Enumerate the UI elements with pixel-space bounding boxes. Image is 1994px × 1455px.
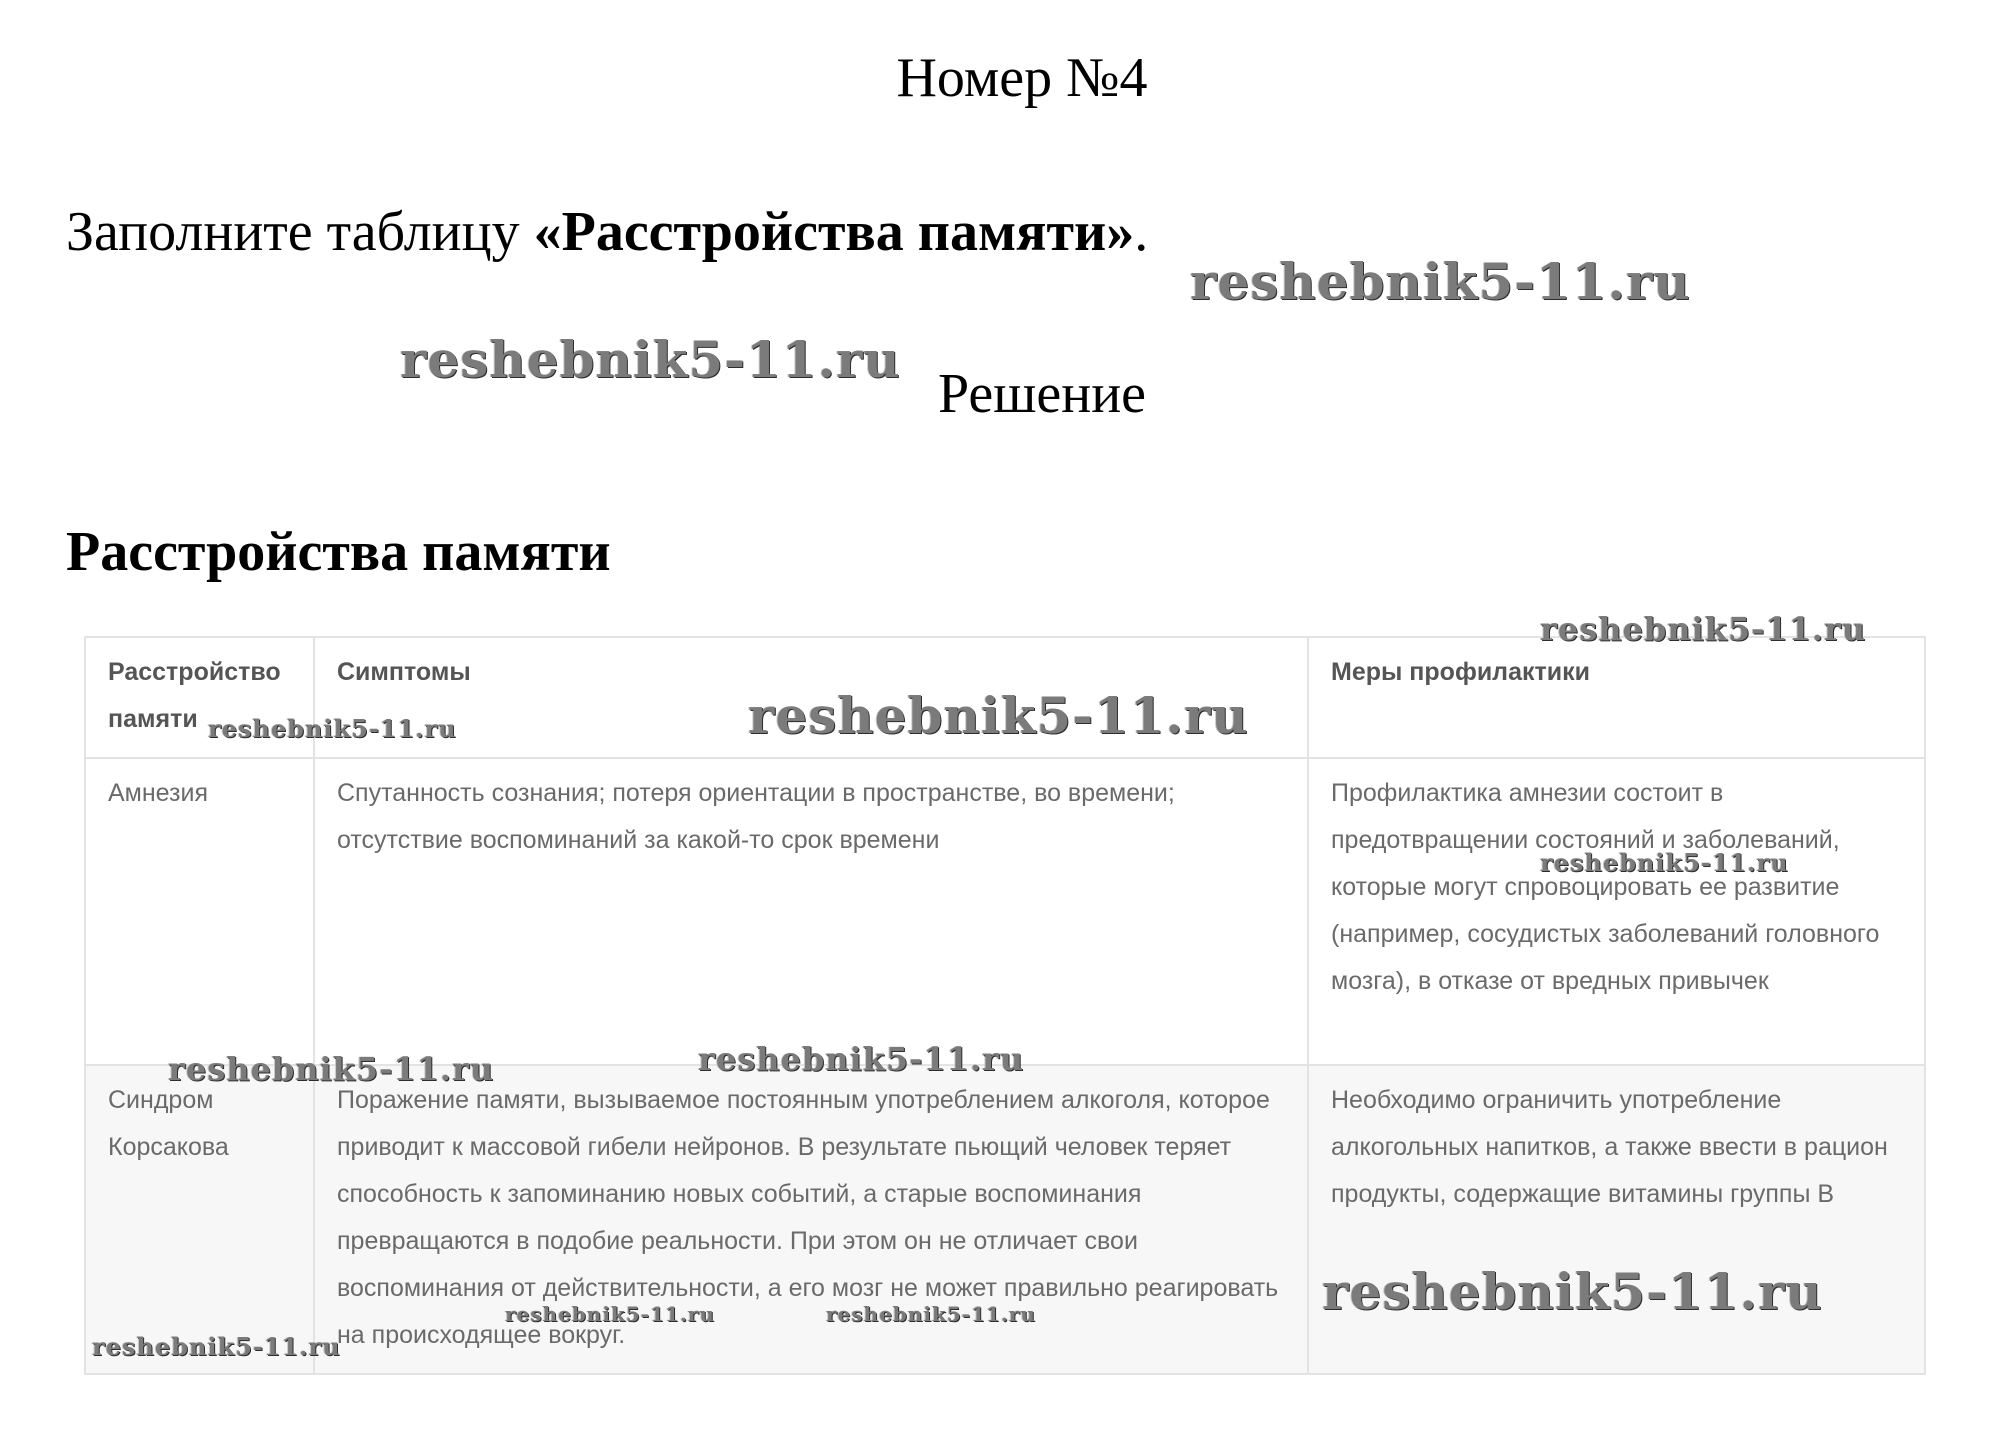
watermark: reshebnik5-11.ru	[400, 330, 901, 389]
task-bold-title: «Расстройства памяти»	[533, 201, 1135, 263]
watermark: reshebnik5-11.ru	[168, 1050, 495, 1088]
header-symptoms: Симптомы	[314, 637, 1308, 758]
header-disorder: Расстройство памяти	[85, 637, 314, 758]
watermark: reshebnik5-11.ru	[826, 1302, 1036, 1326]
task-text	[66, 200, 1148, 264]
table-row	[85, 758, 1925, 1065]
cell-disorder: Амнезия	[85, 758, 314, 1065]
table-row	[85, 1065, 1925, 1374]
watermark: reshebnik5-11.ru	[1190, 252, 1691, 311]
cell-symptoms: Спутанность сознания; потеря ориентации в пространстве, во времени; отсутствие воспоминаний за какой-то срок времени	[314, 758, 1308, 1065]
section-title: Расстройства памяти	[66, 521, 611, 583]
header-prevention: Меры профилактики	[1308, 637, 1925, 758]
task-prefix: Заполните таблицу	[66, 201, 534, 263]
watermark: reshebnik5-11.ru	[1540, 848, 1789, 877]
cell-symptoms: Поражение памяти, вызываемое постоянным употреблением алкоголя, которое приводит к массовой гибели нейронов. В результате пьющий человек теряет способность к запоминанию новых событий, а старые воспоминания превращаются в подобие реальности. При этом он не отличает свои воспоминания от действительности, а его мозг не может правильно реагировать на происходящее вокруг.	[314, 1065, 1308, 1374]
task-suffix: .	[1134, 201, 1149, 263]
solution-label: Решение	[938, 363, 1147, 425]
cell-disorder: Синдром Корсакова	[85, 1065, 314, 1374]
cell-prevention: Профилактика амнезии состоит в предотвращении состояний и заболеваний, которые могут спровоцировать ее развитие (например, сосудистых заболеваний головного мозга), в отказе от вредных привычек	[1308, 758, 1925, 1065]
watermark: reshebnik5-11.ru	[748, 686, 1249, 745]
page-number: Номер №4	[896, 47, 1148, 109]
watermark: reshebnik5-11.ru	[1540, 610, 1867, 648]
watermark: reshebnik5-11.ru	[208, 714, 457, 743]
watermark: reshebnik5-11.ru	[505, 1302, 715, 1326]
cell-prevention: Необходимо ограничить употребление алкогольных напитков, а также ввести в рацион продукты, содержащие витамины группы В	[1308, 1065, 1925, 1374]
watermark: reshebnik5-11.ru	[1322, 1262, 1823, 1321]
watermark: reshebnik5-11.ru	[698, 1040, 1025, 1078]
watermark: reshebnik5-11.ru	[92, 1332, 341, 1361]
